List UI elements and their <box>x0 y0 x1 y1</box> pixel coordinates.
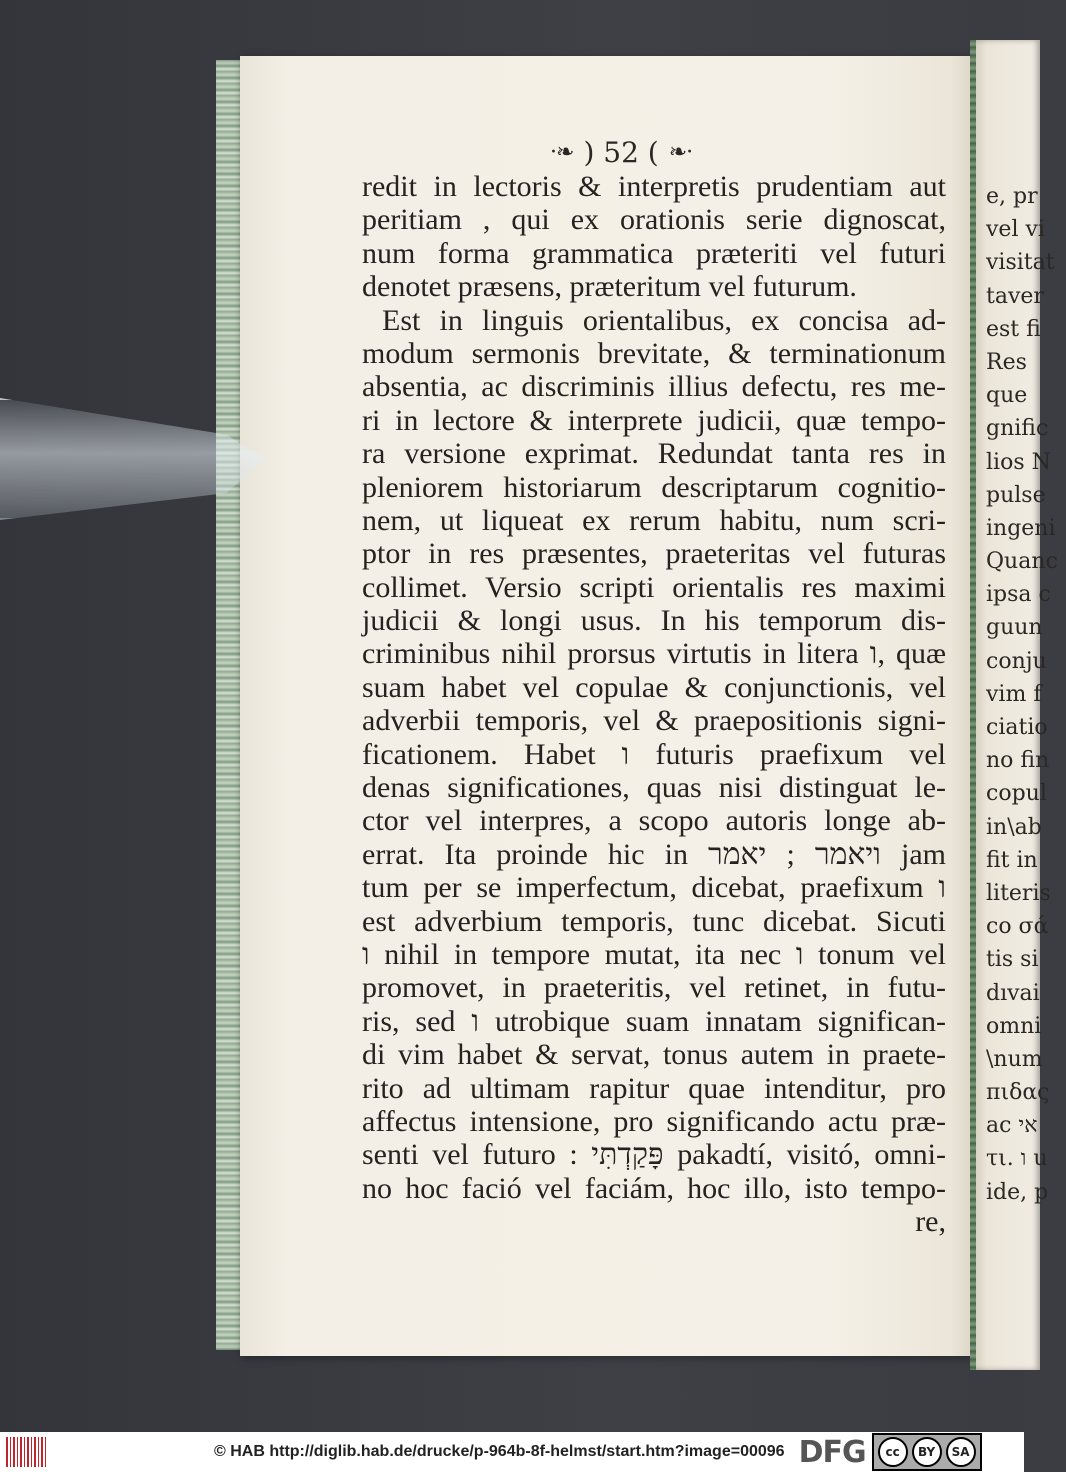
page-number: ) 52 ( <box>583 135 659 169</box>
facing-page-text <box>986 180 1066 1209</box>
text-line: suam habet vel copulae & conjunctionis, vel <box>362 670 946 704</box>
text-line: peritiam , qui ex orationis serie dignoscat, <box>362 203 946 237</box>
text-line: modum sermonis brevitate, & terminationum <box>362 336 946 370</box>
facing-text-line: lios N <box>986 449 1051 475</box>
text-line: ris, sed ו utrobique suam innatam significan- <box>362 1004 946 1038</box>
facing-text-line: co σά <box>986 914 1049 940</box>
facing-text-line: literis <box>986 880 1051 906</box>
text-line: collimet. Versio scripti orientalis res maximi <box>362 570 946 604</box>
facing-text-line: copul <box>986 781 1047 807</box>
body-text <box>362 170 946 1239</box>
text-line: absentia, ac discriminis illius defectu, res me- <box>362 370 946 404</box>
text-line: redit in lectoris & interpretis prudentiam aut <box>362 170 946 203</box>
text-line: ptor in res præsentes, praeteritas vel futuras <box>362 537 946 571</box>
text-line: errat. Ita proinde hic in ויאמר ; יאמר jam <box>362 837 946 871</box>
text-line: re, <box>915 1205 946 1239</box>
facing-text-line: Res <box>986 349 1027 375</box>
cc-icon: cc <box>878 1437 908 1467</box>
text-line: judicii & longi usus. In his temporum dis- <box>362 604 946 638</box>
facing-text-line: que <box>986 383 1028 409</box>
facing-text-line: visitat <box>986 250 1055 276</box>
ornament-left-icon: ·❧ <box>550 139 574 165</box>
facing-text-line: gnific <box>986 416 1049 442</box>
facing-text-line: taver <box>986 283 1044 309</box>
text-line: denotet præsens, præteritum vel futurum. <box>362 270 857 304</box>
facing-text-line: tis si <box>986 947 1039 973</box>
facing-text-line: no fin <box>986 748 1050 774</box>
text-line: ficationem. Habet ו futuris praefixum vel <box>362 737 946 771</box>
facing-text-line: dıvai <box>986 980 1040 1006</box>
text-line: ctor vel interpres, a scopo autoris longe ab- <box>362 804 946 838</box>
facing-text-line: ac אי <box>986 1113 1038 1139</box>
facing-page <box>970 40 1058 1370</box>
sa-icon: SA <box>946 1437 976 1467</box>
text-line: ו nihil in tempore mutat, ita nec ו tonum vel <box>362 937 946 971</box>
text-line: ra versione exprimat. Redundat tanta res in <box>362 437 946 471</box>
facing-text-line: τι. ו u <box>986 1146 1048 1172</box>
copyright-link[interactable]: © HAB http://diglib.hab.de/drucke/p-964b-8f-helmst/start.htm?image=00096 <box>214 1443 785 1460</box>
text-line: denas significationes, quas nisi distinguat le- <box>362 771 946 805</box>
text-line: est adverbium temporis, tunc dicebat. Sicuti <box>362 904 946 938</box>
facing-text-line: \num <box>986 1046 1043 1072</box>
facing-text-line: ide, p <box>986 1179 1049 1205</box>
running-header <box>550 132 692 172</box>
text-line: di vim habet & servat, tonus autem in praete- <box>362 1038 946 1072</box>
facing-text-line: vim f <box>986 681 1042 707</box>
facing-text-line: guun <box>986 615 1043 641</box>
text-line: num forma grammatica præteriti vel futuri <box>362 236 946 270</box>
facing-text-line: πιδας <box>986 1080 1050 1106</box>
dfg-logo: DFG <box>798 1434 866 1470</box>
text-line: tum per se imperfectum, dicebat, praefixum ו <box>362 871 946 905</box>
text-line: rito ad ultimam rapitur quae intenditur, pro <box>362 1071 946 1105</box>
facing-text-line: pulse <box>986 482 1046 508</box>
facing-text-line: e, pr <box>986 184 1038 209</box>
barcode-icon <box>6 1437 46 1467</box>
text-line: pleniorem historiarum descriptarum cognitio- <box>362 470 946 504</box>
text-line: senti vel futuro : פָּקַדְתִּי pakadtí, visitó, omni- <box>362 1138 947 1172</box>
cc-license-badge[interactable] <box>872 1433 982 1471</box>
text-line: Est in linguis orientalibus, ex concisa ad- <box>382 303 946 337</box>
facing-text-line: ipsa c <box>986 582 1051 608</box>
facing-text-line: in\ab <box>986 814 1042 840</box>
text-line: no hoc fació vel faciám, hoc illo, isto tempo- <box>362 1171 946 1205</box>
facing-text-line: vel vi <box>986 217 1045 243</box>
facing-text-line: omni <box>986 1013 1042 1039</box>
text-line: affectus intensione, pro significando actu præ- <box>362 1104 946 1138</box>
facing-text-line: ingeni <box>986 515 1056 541</box>
text-line: promovet, in praeteritis, vel retinet, in futu- <box>362 971 946 1005</box>
facing-text-line: est fi <box>986 316 1041 342</box>
text-line: adverbii temporis, vel & praepositionis signi- <box>362 704 946 738</box>
text-line: nem, ut liqueat ex rerum habitu, num scri- <box>362 503 946 537</box>
facing-text-line: fit in <box>986 847 1038 873</box>
footer-bar <box>0 1432 1024 1472</box>
facing-page-edge <box>970 40 976 1370</box>
ornament-right-icon: ❧· <box>668 139 693 165</box>
facing-text-line: ciatio <box>986 715 1048 740</box>
text-line: ri in lectore & interprete judicii, quæ tempo- <box>362 403 946 437</box>
facing-text-line: Quanc <box>986 549 1058 575</box>
by-icon: BY <box>912 1437 942 1467</box>
facing-text-line: conju <box>986 648 1047 674</box>
text-line: criminibus nihil prorsus virtutis in litera ו, quæ <box>362 637 947 671</box>
